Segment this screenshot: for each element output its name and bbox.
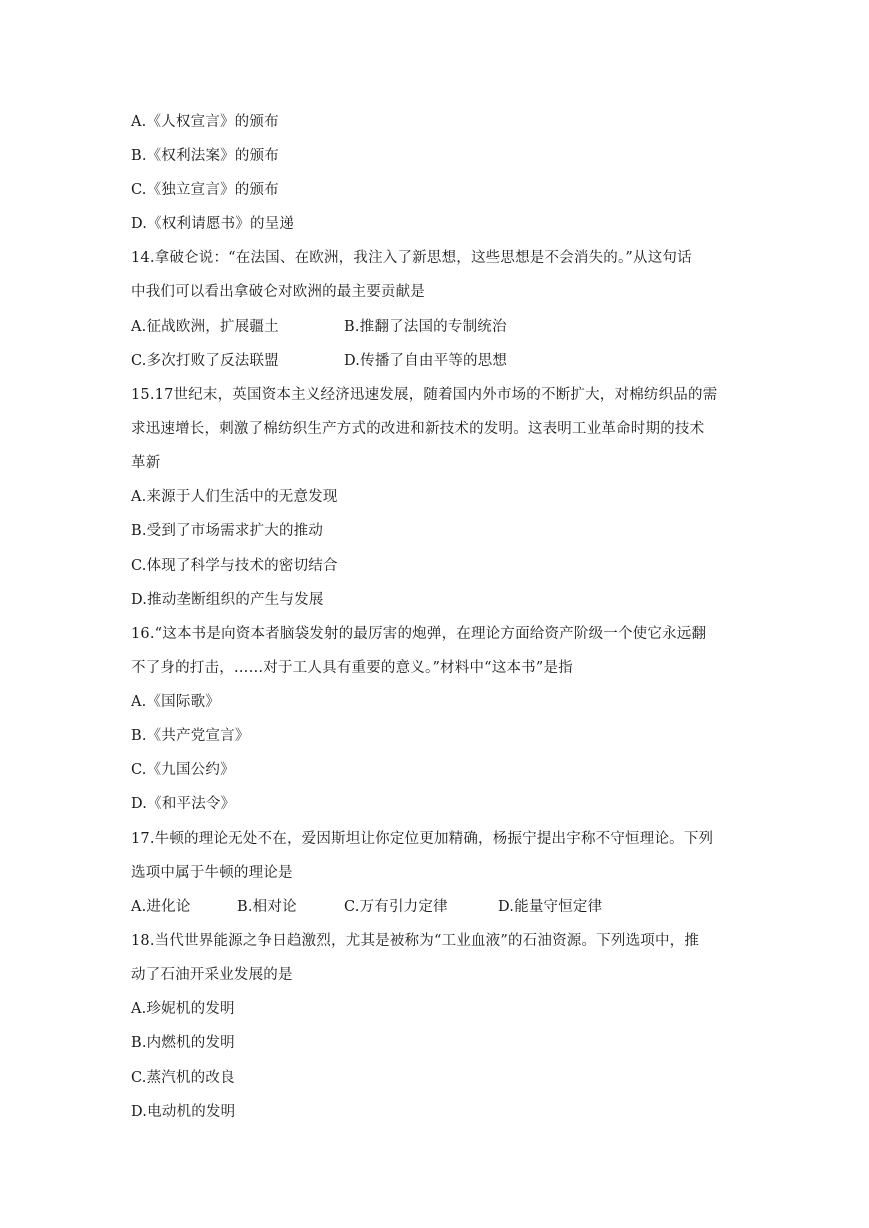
q13-option-b: B.《权利法案》的颁布 <box>131 148 279 164</box>
q17-option-d: D.能量守恒定律 <box>498 899 603 915</box>
q15-option-b: B.受到了市场需求扩大的推动 <box>131 523 324 539</box>
q15-option-a: A.来源于人们生活中的无意发现 <box>131 489 338 505</box>
q17-option-c: C.万有引力定律 <box>344 899 448 915</box>
q13-option-d: D.《权利请愿书》的呈递 <box>131 216 295 232</box>
q15-stem-line-3: 革新 <box>131 455 161 471</box>
q15-stem-line-1: 15.17世纪末，英国资本主义经济迅速发展，随着国内外市场的不断扩大，对棉纺织品的需 <box>131 387 718 403</box>
q15-option-c: C.体现了科学与技术的密切结合 <box>131 558 338 574</box>
q17-stem-line-1: 17.牛顿的理论无处不在，爱因斯坦让你定位更加精确，杨振宁提出宇称不守恒理论。下列 <box>131 831 714 847</box>
q16-stem-line-2: 不了身的打击，……对于工人具有重要的意义。”材料中“这本书”是指 <box>131 660 573 676</box>
q17-stem-line-2: 选项中属于牛顿的理论是 <box>131 865 293 881</box>
q18-option-c: C.蒸汽机的改良 <box>131 1070 235 1086</box>
q14-stem-line-2: 中我们可以看出拿破仑对欧洲的最主要贡献是 <box>131 284 425 300</box>
q18-option-d: D.电动机的发明 <box>131 1104 236 1120</box>
q18-stem-line-1: 18.当代世界能源之争日趋激烈，尤其是被称为“工业血液”的石油资源。下列选项中，推 <box>131 933 700 949</box>
q17-option-a: A.进化论 <box>131 899 191 915</box>
q16-option-a: A.《国际歌》 <box>131 694 220 710</box>
q14-option-c: C.多次打败了反法联盟 <box>131 353 279 369</box>
q15-stem-line-2: 求迅速增长，刺激了棉纺织生产方式的改进和新技术的发明。这表明工业革命时期的技术 <box>131 421 705 437</box>
q13-option-c: C.《独立宣言》的颁布 <box>131 182 279 198</box>
q14-option-d: D.传播了自由平等的思想 <box>344 353 508 369</box>
q13-option-a: A.《人权宣言》的颁布 <box>131 114 279 130</box>
q17-option-b: B.相对论 <box>237 899 297 915</box>
q18-option-b: B.内燃机的发明 <box>131 1035 235 1051</box>
q16-option-d: D.《和平法令》 <box>131 796 236 812</box>
q14-option-b: B.推翻了法国的专制统治 <box>344 319 507 335</box>
q18-stem-line-2: 动了石油开采业发展的是 <box>131 967 293 983</box>
q16-option-c: C.《九国公约》 <box>131 762 235 778</box>
q18-option-a: A.珍妮机的发明 <box>131 1001 235 1017</box>
q16-option-b: B.《共产党宣言》 <box>131 728 250 744</box>
q16-stem-line-1: 16.“这本书是向资本者脑袋发射的最厉害的炮弹，在理论方面给资产阶级一个使它永远翻 <box>131 626 707 642</box>
q14-stem-line-1: 14.拿破仑说：“在法国、在欧洲，我注入了新思想，这些思想是不会消失的。”从这句话 <box>131 250 692 266</box>
q14-option-a: A.征战欧洲，扩展疆土 <box>131 319 279 335</box>
q15-option-d: D.推动垄断组织的产生与发展 <box>131 592 324 608</box>
